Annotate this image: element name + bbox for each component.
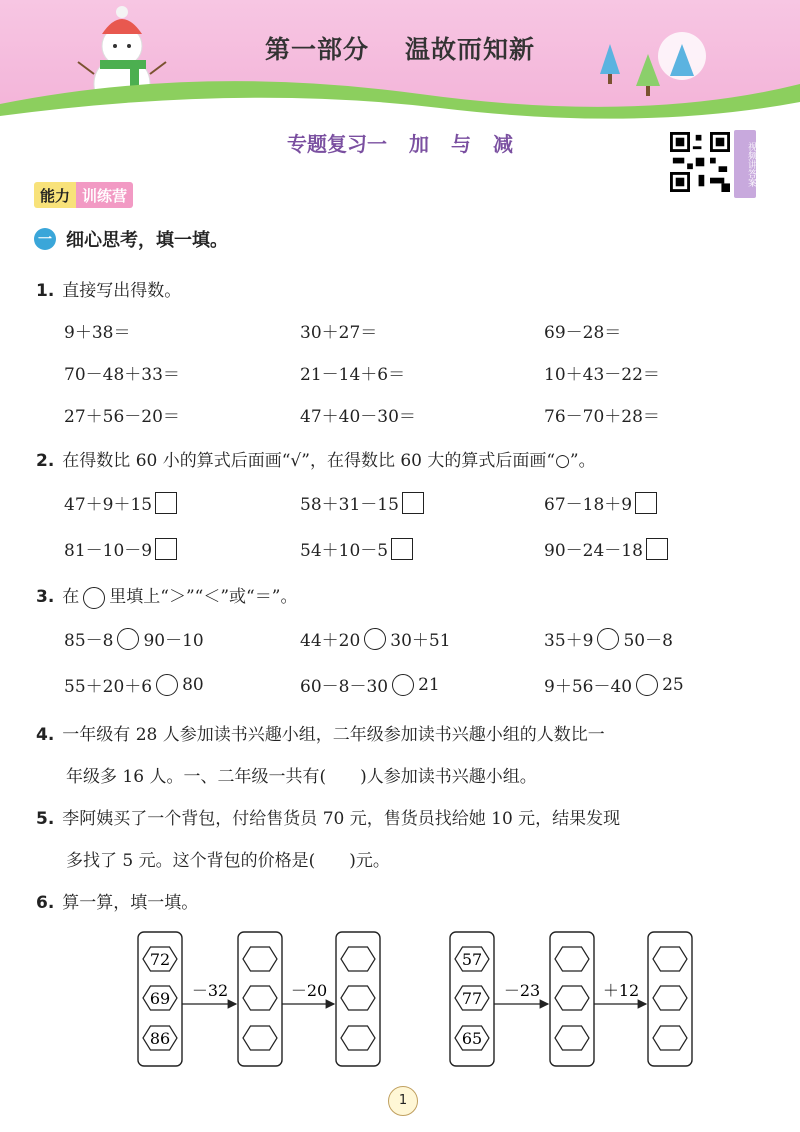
calc-flow-diagram bbox=[120, 924, 720, 1074]
compare-circle[interactable] bbox=[156, 674, 178, 696]
compare-circle[interactable] bbox=[392, 674, 414, 696]
input-value: 86 bbox=[149, 1029, 171, 1048]
compare-circle[interactable] bbox=[597, 628, 619, 650]
answer-hexagon[interactable] bbox=[653, 947, 687, 971]
header-banner bbox=[0, 0, 800, 120]
page-number: 1 bbox=[388, 1086, 418, 1116]
q3-item: 55＋20＋6 80 bbox=[64, 674, 204, 697]
q1-item: 30＋27＝ bbox=[300, 323, 378, 343]
question-1: 1. 直接写出得数。 bbox=[36, 281, 182, 301]
section-title: 专题复习一 加 与 减 bbox=[287, 132, 513, 156]
question-2: 2. 在得数比 60 小的算式后面画“√”，在得数比 60 大的算式后面画“○”。 bbox=[36, 451, 596, 471]
q3-item: 85－8 90－10 bbox=[64, 626, 204, 651]
question-4-line2: 年级多 16 人。一、二年级一共有( )人参加读书兴趣小组。 bbox=[66, 767, 537, 787]
answer-box[interactable] bbox=[155, 492, 177, 514]
answer-hexagon[interactable] bbox=[653, 986, 687, 1010]
q2-item: 58＋31－15 bbox=[300, 490, 424, 515]
question-3: 3. 在 里填上“＞”“＜”或“＝”。 bbox=[36, 587, 298, 607]
operation-label: －20 bbox=[290, 981, 328, 1000]
answer-hexagon[interactable] bbox=[555, 986, 589, 1010]
answer-hexagon[interactable] bbox=[341, 986, 375, 1010]
answer-hexagon[interactable] bbox=[555, 947, 589, 971]
input-value: 77 bbox=[461, 989, 483, 1008]
answer-hexagon[interactable] bbox=[243, 1026, 277, 1050]
answer-hexagon[interactable] bbox=[341, 1026, 375, 1050]
circle-icon bbox=[83, 587, 105, 609]
banner-title: 第一部分 温故而知新 bbox=[264, 35, 536, 64]
qr-code[interactable] bbox=[670, 132, 730, 192]
answer-box[interactable] bbox=[391, 538, 413, 560]
q1-item: 21－14＋6＝ bbox=[300, 365, 406, 385]
answer-box[interactable] bbox=[402, 492, 424, 514]
q1-item: 69－28＝ bbox=[544, 323, 622, 343]
qr-label: 视频讲答案 bbox=[734, 130, 756, 198]
answer-hexagon[interactable] bbox=[555, 1026, 589, 1050]
q2-item: 90－24－18 bbox=[544, 536, 668, 561]
q3-item: 9＋56－40 25 bbox=[544, 674, 684, 697]
answer-box[interactable] bbox=[155, 538, 177, 560]
compare-circle[interactable] bbox=[364, 628, 386, 650]
q1-item: 27＋56－20＝ bbox=[64, 407, 180, 427]
operation-label: －23 bbox=[503, 981, 541, 1000]
input-value: 65 bbox=[461, 1029, 483, 1048]
answer-box[interactable] bbox=[646, 538, 668, 560]
q3-item: 44＋20 30＋51 bbox=[300, 626, 451, 651]
question-6: 6. 算一算，填一填。 bbox=[36, 893, 199, 913]
green-hill bbox=[0, 74, 800, 134]
answer-hexagon[interactable] bbox=[653, 1026, 687, 1050]
q1-item: 76－70＋28＝ bbox=[544, 407, 660, 427]
question-5-line2: 多找了 5 元。这个背包的价格是( )元。 bbox=[66, 851, 390, 871]
q1-item: 9＋38＝ bbox=[64, 323, 131, 343]
answer-hexagon[interactable] bbox=[243, 947, 277, 971]
q1-item: 47＋40－30＝ bbox=[300, 407, 416, 427]
training-tag: 能力 训练营 bbox=[34, 182, 133, 208]
question-5: 5. 李阿姨买了一个背包，付给售货员 70 元，售货员找给她 10 元，结果发现 bbox=[36, 809, 621, 829]
q3-item: 60－8－30 21 bbox=[300, 674, 440, 697]
compare-circle[interactable] bbox=[117, 628, 139, 650]
q2-item: 81－10－9 bbox=[64, 536, 177, 561]
q2-item: 54＋10－5 bbox=[300, 536, 413, 561]
answer-box[interactable] bbox=[635, 492, 657, 514]
input-value: 72 bbox=[149, 950, 171, 969]
answer-hexagon[interactable] bbox=[243, 986, 277, 1010]
compare-circle[interactable] bbox=[636, 674, 658, 696]
part-one-heading: 一 细心思考，填一填。 bbox=[34, 226, 228, 252]
q2-item: 47＋9＋15 bbox=[64, 490, 177, 515]
operation-label: ＋12 bbox=[602, 981, 640, 1000]
q1-item: 70－48＋33＝ bbox=[64, 365, 180, 385]
input-value: 69 bbox=[149, 989, 171, 1008]
q1-item: 10＋43－22＝ bbox=[544, 365, 660, 385]
answer-hexagon[interactable] bbox=[341, 947, 375, 971]
q2-item: 67－18＋9 bbox=[544, 490, 657, 515]
operation-label: －32 bbox=[191, 981, 229, 1000]
question-4: 4. 一年级有 28 人参加读书兴趣小组，二年级参加读书兴趣小组的人数比一 bbox=[36, 725, 605, 745]
q3-item: 35＋9 50－8 bbox=[544, 626, 673, 651]
input-value: 57 bbox=[461, 950, 483, 969]
